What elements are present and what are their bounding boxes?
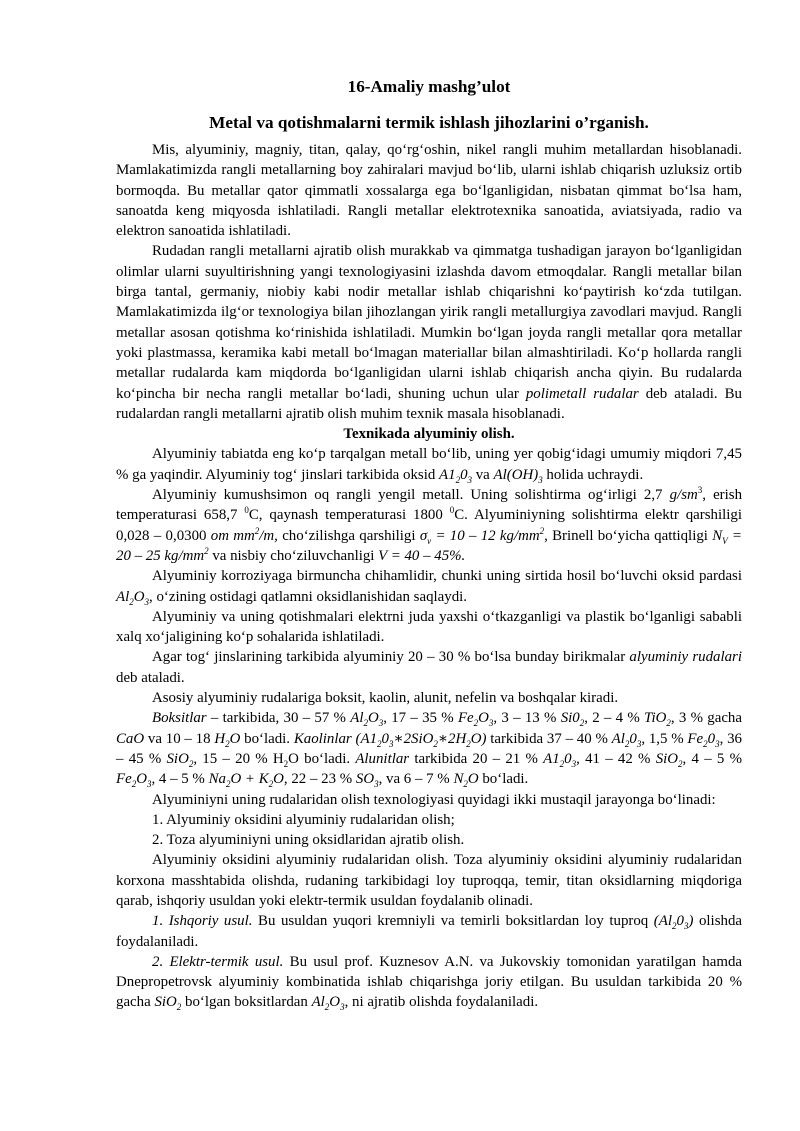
- list-item-1: 1. Alyuminiy oksidini alyuminiy rudalaridan olish;: [152, 811, 455, 828]
- paragraph-6: Alyuminiy va uning qotishmalari elektrni juda yaxshi o‘tkazganligi va plastik bo‘lganligi sababli xalq xo‘jaligining ko‘p sohalarida ishlatiladi.: [116, 608, 742, 646]
- section-heading: Texnikada alyuminiy olish.: [343, 426, 515, 443]
- paragraph-3: Alyuminiy tabiatda eng ko‘p tarqalgan metall bo‘lib, uning yer qobig‘idagi umumiy miqdori 7,45 % ga yaqindir. Alyuminiy tog‘ jinslari tarkibida oksid $A1_20_3$ va $Al(OH)_3$ holida uchraydi.: [116, 446, 742, 485]
- paragraph-4: Alyuminiy kumushsimon oq rangli yengil metall. Uning solishtirma og‘irligi 2,7 $g/sm^3$, erish temperaturasi 658,7 $^0$C, qaynash temperaturasi 1800 $^0$C. Alyuminiyning solishtirma elektr qarshiligi 0,028 – 0,0300 om $mm^2/m$, cho‘zilishga qarshiligi $\sigma_v = 10 - 12$ $kg/mm^2$, Brinell bo‘yicha qattiqligi $N_V = 20 - 25$ $kg/mm^2$ va nisbiy cho‘ziluvchanligi V = 40 – 45%.: [116, 485, 743, 564]
- paragraph-10: Alyuminiyni uning rudalaridan olish texnologiyasi quyidagi ikki mustaqil jarayonga bo‘linadi:: [152, 791, 716, 808]
- paragraph-11: Alyuminiy oksidini alyuminiy rudalaridan olish. Toza alyuminiy oksidini alyuminiy rudalaridan korxona masshtabida olishda, rudaning tarkibidagi loy tuproqqa, temir, titan oksidlarning miqdoriga qarab, ishqoriy usuldan yoki elektr-termik usuldan foydalanib olinadi.: [116, 852, 742, 909]
- list-item-2: 2. Toza alyuminiyni uning oksidlaridan ajratib olish.: [152, 832, 465, 849]
- paragraph-5: Alyuminiy korroziyaga birmuncha chihamlidir, chunki uning sirtida hosil bo‘luvchi oksid pardasi $Al_2O_3$, o‘zining ostidagi qatlamni oksidlanishidan saqlaydi.: [116, 568, 742, 607]
- paragraph-12: 1. Ishqoriy usul. Bu usuldan yuqori kremniyli va temirli boksitlardan loy tuproq $(Al_20_3)$ olishda foydalaniladi.: [116, 913, 742, 950]
- paragraph-1: Mis, alyuminiy, magniy, titan, qalay, qo‘rg‘oshin, nikel rangli muhim metallardan hisoblanadi. Mamlakatimizda rangli metallarning boy zahiralari mavjud bo‘lib, ularni ishlab chiqarish uzluksiz ortib bormoqda. Bu metallar qator qimmatli xossalarga ega bo‘lganligidan, nisbatan qimmat bo‘lsa ham, sanoatda keng miqyosda ishlatiladi. Rangli metallar elektrotexnika sanoatida, aviatsiyada, radio va elektron sanoatida ishlatiladi.: [116, 142, 742, 240]
- paragraph-9: Boksitlar – tarkibida, 30 – 57 % $Al_2O_3$, 17 – 35 % $Fe_2O_3$, 3 – 13 % $Si0_2$, 2 – 4 % TiO$_2$, 3 % gacha CaO va 10 – 18 $H_2O$ bo‘ladi. Kaolinlar $(A1_20_3∗2SiO_2∗2H_2O)$ tarkibida 37 – 40 % $Al_20_3$, 1,5 % $Fe_20_3$, 36 – 45 % SiO$_2$, 15 – 20 % $H_2O$ bo‘ladi. Alunitlar tarkibida 20 – 21 % $A1_20_3$, 41 – 42 % SiO$_2$, 4 – 5 % $Fe_2O_3$, 4 – 5 % $Na_2O + K_2O$, 22 – 23 % $SO_3$, va 6 – 7 % $N_2O$ bo‘ladi.: [116, 710, 742, 790]
- document-body: [116, 76, 742, 1013]
- paragraph-2: Rudadan rangli metallarni ajratib olish murakkab va qimmatga tushadigan jarayon bo‘lganligidan olimlar ularni suyultirishning yangi texnologiyasini izlashda davom etmoqdalar. Rangli metallar bilan birga tantal, germaniy, niobiy kabi nodir metallar ishlab chiqarishni ko‘paytirish ko‘zda tutilgan. Mamlakatimizda ilg‘or texnologiya bilan jihozlangan yirik rangli metallurgiya zavodlari mavjud. Rangli metallar asosan qotishma ko‘rinishida ishlatiladi. Mumkin bo‘lgan joyda rangli metallar qora metallar yoki plastmassa, keramika kabi metall bo‘lmagan materiallar bilan almashtiriladi. Ko‘p hollarda rangli metallar rudalarda kam miqdorda bo‘lganligidan ularni ishlab chiqarish ancha qiyin. Bu rudalarda ko‘pincha bir necha rangli metallar bo‘ladi, shuning uchun ular polimetall rudalar deb ataladi. Bu rudalardan rangli metallarni ajratib olish muhim texnik masala hisoblanadi.: [116, 243, 742, 422]
- paragraph-8: Asosiy alyuminiy rudalariga boksit, kaolin, alunit, nefelin va boshqalar kiradi.: [152, 690, 619, 707]
- page-title: 16-Amaliy mashg’ulot: [347, 77, 511, 96]
- paragraph-13: 2. Elektr-termik usul. Bu usul prof. Kuznesov A.N. va Jukovskiy tomonidan yaratilgan hamda Dnepropetrovsk alyuminiy kombinatida ishlab chiqarishga joriy etilgan. Bu usuldan tarkibida 20 % gacha SiO$_2$ bo‘lgan boksitlardan $Al_2O_3$, ni ajratib olishda foydalaniladi.: [116, 953, 742, 1013]
- paragraph-7: Agar tog‘ jinslarining tarkibida alyuminiy 20 – 30 % bo‘lsa bunday birikmalar alyuminiy rudalari deb ataladi.: [116, 649, 742, 686]
- page-subtitle: Metal va qotishmalarni termik ishlash jihozlarini o’rganish.: [209, 113, 649, 132]
